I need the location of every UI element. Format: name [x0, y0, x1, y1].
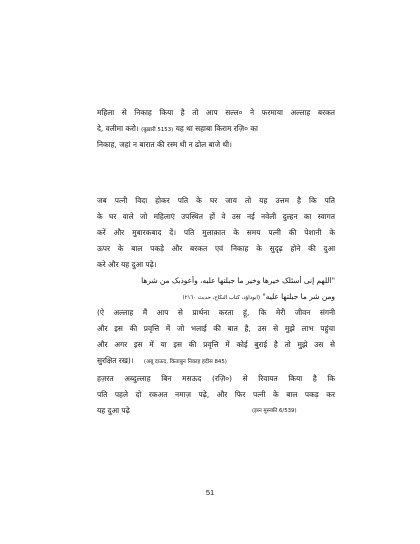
reference-abu-dawood: (अबू दाऊद, किताबुन निकाह हदीस 845) [143, 359, 227, 365]
para3-line3-text: यह दुआ पढ़े [97, 406, 130, 415]
para1-line1: महिला से निकाह किया है तो आप सल्ल० ने फरमाया अल्लाह बरकत [97, 108, 335, 117]
para2-line4: ऊपर के बाल पकड़े और बरकत एवं निकाह के सुदृढ़ होने की दुआ [97, 244, 335, 253]
para3-line1: हज़रत अब्दुल्लाह बिन मसऊद (रज़ि०) से रिवायत किया है कि [97, 374, 335, 383]
arabic-dua-line1: "اللھم إنی أسئلک خیرھا وخیر ما جبلتھا علیه، وأعوذبک من شرھا [141, 276, 335, 285]
para1-line2-text: दे, वलीमा करो। [97, 124, 142, 133]
translation-line4 [97, 356, 335, 367]
para1-line2 [97, 124, 335, 135]
para1-line2-text-b: यह था सहाबा किराम रज़ि० का [173, 124, 258, 133]
reference-bukhari: (बुख़ारी 5153) [141, 127, 174, 133]
page-number: 51 [205, 488, 215, 497]
arabic-dua-text: ومن شر ما جبلتھا علیه" [262, 292, 335, 301]
arabic-dua-line2 [97, 292, 335, 303]
para2-line3: करें और मुबारकबाद दें। पति मुलाक़ात के समय पत्नी की पेशानी के [97, 228, 335, 237]
arabic-reference: (ابوداؤد، کتاب النکاح، حدیث ٢١٦٠) [182, 295, 261, 301]
translation-line1: (ऐ अल्लाह मैं आप से प्रार्थना करता हूं, कि मेरी जीवन संगनी [97, 308, 335, 317]
para2-line2: के घर वाले जो महिलाएं उपस्थित हों वे उस नई नवेली दुल्हन का स्वागत [97, 212, 335, 221]
para2-line1: जब पत्नी विदा होकर पति के घर जाय तो यह उत्तम है कि पति [97, 196, 335, 205]
para3-line2: पति पहले दो रकअत नमाज़ पढ़े, और फिर पत्नी के बाल पकड़ कर [97, 390, 335, 399]
para3-line3 [97, 406, 335, 416]
para1-line3: निकाह, जहां न बारात की रस्म थी न ढोल बाजे थी। [97, 140, 232, 149]
translation-line3: और अगर इस में या इस की प्रवृत्ति में कोई बुराई है तो मुझे उस से [97, 340, 335, 349]
translation-line2: और इस की प्रवृत्ति में जो भलाई की बात है, उस से मुझे लाभ पहुंचा [97, 324, 335, 333]
translation-line4-text: सुरक्षित रख)। [97, 356, 136, 365]
reference-ibn: (इब्न मुस्नफ़ी 6/539) [252, 408, 297, 414]
para2-line5: करे और यह दुआ पढ़े। [97, 260, 157, 269]
